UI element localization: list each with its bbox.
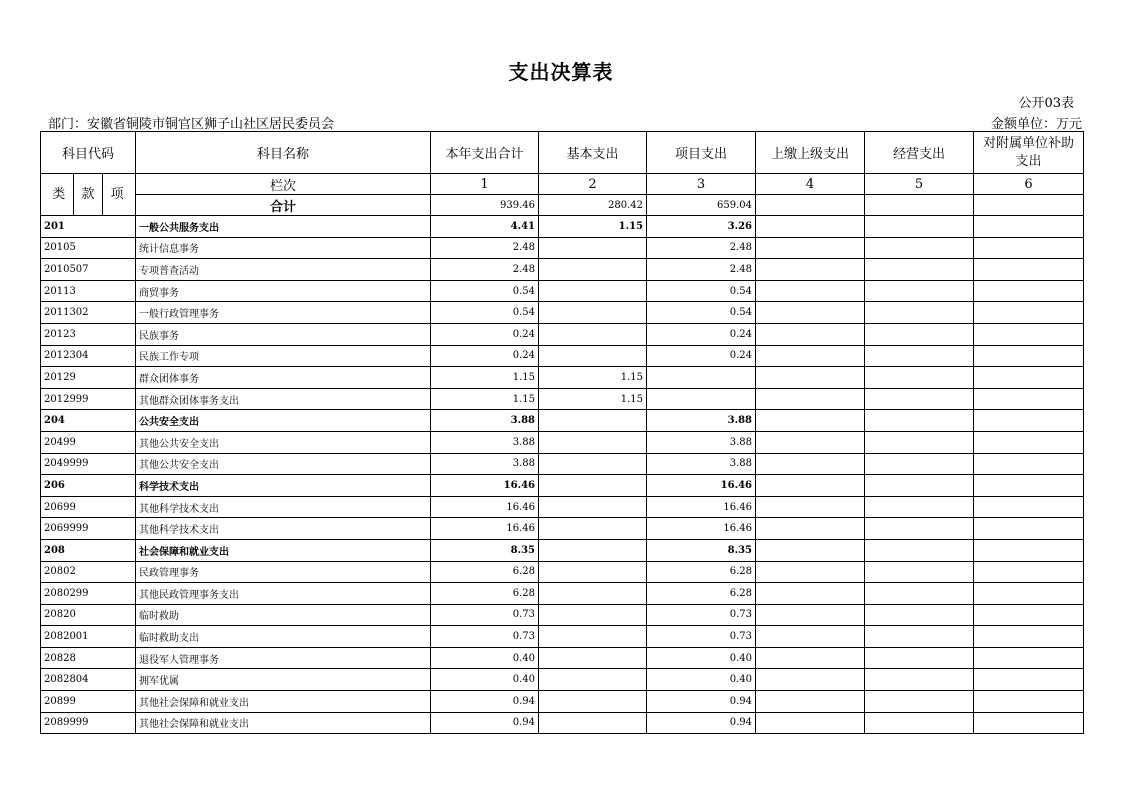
row-subsidy [974,604,1084,626]
table-row [41,259,1084,281]
row-total: 3.88 [431,453,539,475]
department-label: 部门：安徽省铜陵市铜官区狮子山社区居民委员会 [48,117,335,132]
table-row [41,647,1084,669]
row-subsidy [974,518,1084,540]
row-code: 20899 [41,691,136,713]
form-code: 公开03表 [1018,96,1074,111]
row-business [865,453,974,475]
row-subsidy [974,691,1084,713]
lei-kuan-xiang-cell [41,174,136,216]
total-subsidy [974,195,1084,216]
row-upper [756,280,865,302]
row-project: 6.28 [647,583,756,605]
row-project: 6.28 [647,561,756,583]
table-row [41,518,1084,540]
row-code: 20699 [41,496,136,518]
row-code: 2089999 [41,712,136,734]
row-total: 0.54 [431,302,539,324]
row-basic [539,410,647,432]
header-upper: 上缴上级支出 [756,132,865,174]
row-code: 2082001 [41,626,136,648]
row-total: 16.46 [431,496,539,518]
row-total: 0.40 [431,647,539,669]
header-basic: 基本支出 [539,132,647,174]
row-upper [756,410,865,432]
row-business [865,604,974,626]
row-project: 0.40 [647,669,756,691]
row-code: 206 [41,475,136,497]
row-business [865,388,974,410]
table-row [41,216,1084,238]
total-label: 合计 [136,195,431,216]
row-name: 拥军优属 [136,669,431,691]
row-basic: 1.15 [539,216,647,238]
col-number-5: 5 [865,174,974,195]
row-project: 0.94 [647,712,756,734]
expenditure-table [40,131,1084,734]
row-name: 民族工作专项 [136,345,431,367]
row-code: 2012304 [41,345,136,367]
row-basic [539,518,647,540]
row-business [865,561,974,583]
col-number-6: 6 [974,174,1084,195]
row-total: 0.24 [431,345,539,367]
table-row [41,388,1084,410]
row-name: 其他群众团体事务支出 [136,388,431,410]
row-name: 社会保障和就业支出 [136,539,431,561]
col-number-2: 2 [539,174,647,195]
col-number-4: 4 [756,174,865,195]
row-project: 0.73 [647,604,756,626]
row-name: 科学技术支出 [136,475,431,497]
row-business [865,323,974,345]
row-subsidy [974,323,1084,345]
row-project: 0.24 [647,345,756,367]
row-basic [539,539,647,561]
row-upper [756,388,865,410]
row-project: 0.40 [647,647,756,669]
table-row [41,712,1084,734]
row-basic [539,259,647,281]
row-name: 专项普查活动 [136,259,431,281]
row-subsidy [974,647,1084,669]
row-total: 0.73 [431,626,539,648]
table-row [41,475,1084,497]
row-upper [756,647,865,669]
row-project: 3.26 [647,216,756,238]
row-project: 3.88 [647,431,756,453]
row-name: 临时救助 [136,604,431,626]
row-upper [756,237,865,259]
row-basic [539,669,647,691]
row-total: 2.48 [431,237,539,259]
table-row [41,691,1084,713]
row-subsidy [974,712,1084,734]
row-name: 其他科学技术支出 [136,518,431,540]
sub-header-kuan: 款 [73,174,103,215]
row-total: 3.88 [431,431,539,453]
table-row [41,496,1084,518]
row-business [865,583,974,605]
row-business [865,539,974,561]
col-number-1: 1 [431,174,539,195]
row-business [865,410,974,432]
row-name: 其他社会保障和就业支出 [136,691,431,713]
row-code: 20105 [41,237,136,259]
row-basic [539,237,647,259]
row-total: 4.41 [431,216,539,238]
row-name: 民政管理事务 [136,561,431,583]
row-project: 2.48 [647,259,756,281]
row-code: 2049999 [41,453,136,475]
row-subsidy [974,539,1084,561]
row-upper [756,367,865,389]
row-basic [539,475,647,497]
row-basic [539,561,647,583]
row-project: 16.46 [647,475,756,497]
row-subsidy [974,431,1084,453]
row-project: 3.88 [647,453,756,475]
row-upper [756,669,865,691]
row-project: 16.46 [647,496,756,518]
row-code: 2080299 [41,583,136,605]
row-business [865,280,974,302]
row-basic: 1.15 [539,388,647,410]
table-row [41,323,1084,345]
row-project: 2.48 [647,237,756,259]
row-total: 0.94 [431,691,539,713]
row-subsidy [974,237,1084,259]
row-name: 其他公共安全支出 [136,453,431,475]
row-name: 临时救助支出 [136,626,431,648]
row-name: 群众团体事务 [136,367,431,389]
row-name: 统计信息事务 [136,237,431,259]
row-basic [539,691,647,713]
row-name: 一般公共服务支出 [136,216,431,238]
row-code: 20113 [41,280,136,302]
header-name: 科目名称 [136,132,431,174]
row-business [865,518,974,540]
row-basic [539,647,647,669]
page-title: 支出决算表 [508,60,614,84]
row-subsidy [974,496,1084,518]
total-upper [756,195,865,216]
row-code: 204 [41,410,136,432]
table-row [41,280,1084,302]
row-subsidy [974,669,1084,691]
header-row [41,132,1084,174]
row-business [865,237,974,259]
row-upper [756,712,865,734]
row-basic [539,453,647,475]
row-subsidy [974,410,1084,432]
row-name: 其他社会保障和就业支出 [136,712,431,734]
column-row-label: 栏次 [136,174,431,195]
table-row [41,345,1084,367]
row-project: 0.54 [647,302,756,324]
row-upper [756,345,865,367]
row-code: 208 [41,539,136,561]
total-business [865,195,974,216]
row-business [865,367,974,389]
row-code: 20123 [41,323,136,345]
table-row [41,237,1084,259]
row-business [865,496,974,518]
row-business [865,669,974,691]
row-project: 0.94 [647,691,756,713]
row-project: 3.88 [647,410,756,432]
table-row [41,410,1084,432]
row-subsidy [974,280,1084,302]
row-upper [756,453,865,475]
total-sum: 939.46 [431,195,539,216]
header-total: 本年支出合计 [431,132,539,174]
row-subsidy [974,302,1084,324]
row-basic [539,626,647,648]
row-business [865,647,974,669]
row-total: 0.24 [431,323,539,345]
row-code: 20499 [41,431,136,453]
row-upper [756,431,865,453]
row-total: 0.94 [431,712,539,734]
row-basic [539,345,647,367]
row-code: 2012999 [41,388,136,410]
row-code: 20802 [41,561,136,583]
row-upper [756,323,865,345]
row-total: 0.73 [431,604,539,626]
row-subsidy [974,388,1084,410]
header-project: 项目支出 [647,132,756,174]
row-basic [539,583,647,605]
row-total: 0.40 [431,669,539,691]
row-project [647,367,756,389]
row-name: 商贸事务 [136,280,431,302]
row-basic [539,323,647,345]
table-row [41,561,1084,583]
row-basic [539,302,647,324]
row-total: 2.48 [431,259,539,281]
row-subsidy [974,583,1084,605]
row-subsidy [974,626,1084,648]
row-upper [756,216,865,238]
row-code: 2069999 [41,518,136,540]
row-upper [756,496,865,518]
row-project [647,388,756,410]
row-upper [756,561,865,583]
table-row [41,539,1084,561]
row-total: 16.46 [431,475,539,497]
row-subsidy [974,367,1084,389]
row-business [865,302,974,324]
row-subsidy [974,475,1084,497]
header-code: 科目代码 [41,132,136,174]
row-business [865,259,974,281]
table-row [41,583,1084,605]
total-project: 659.04 [647,195,756,216]
row-upper [756,259,865,281]
row-business [865,626,974,648]
header-subsidy: 对附属单位补助支出 [974,132,1084,174]
row-business [865,691,974,713]
row-name: 退役军人管理事务 [136,647,431,669]
table-row [41,431,1084,453]
row-project: 0.54 [647,280,756,302]
row-total: 1.15 [431,388,539,410]
row-business [865,475,974,497]
row-subsidy [974,453,1084,475]
table-row [41,626,1084,648]
column-number-row [41,174,1084,195]
row-upper [756,475,865,497]
row-subsidy [974,259,1084,281]
row-basic [539,496,647,518]
row-upper [756,626,865,648]
row-basic [539,280,647,302]
row-project: 8.35 [647,539,756,561]
row-total: 6.28 [431,561,539,583]
row-upper [756,691,865,713]
row-subsidy [974,216,1084,238]
row-basic [539,431,647,453]
row-project: 0.24 [647,323,756,345]
row-basic [539,712,647,734]
table-row [41,367,1084,389]
row-upper [756,539,865,561]
row-name: 其他公共安全支出 [136,431,431,453]
row-code: 2011302 [41,302,136,324]
row-name: 公共安全支出 [136,410,431,432]
row-name: 其他科学技术支出 [136,496,431,518]
row-code: 20828 [41,647,136,669]
row-subsidy [974,561,1084,583]
row-total: 8.35 [431,539,539,561]
row-total: 6.28 [431,583,539,605]
table-row [41,302,1084,324]
row-business [865,345,974,367]
row-name: 一般行政管理事务 [136,302,431,324]
table-row [41,453,1084,475]
table-row [41,604,1084,626]
row-code: 2082804 [41,669,136,691]
table-row [41,669,1084,691]
row-name: 民族事务 [136,323,431,345]
col-number-3: 3 [647,174,756,195]
row-business [865,216,974,238]
row-basic: 1.15 [539,367,647,389]
header-business: 经营支出 [865,132,974,174]
total-basic: 280.42 [539,195,647,216]
row-project: 0.73 [647,626,756,648]
row-total: 1.15 [431,367,539,389]
row-code: 20129 [41,367,136,389]
total-row [41,195,1084,216]
sub-header-xiang: 项 [110,187,124,202]
row-business [865,712,974,734]
row-total: 16.46 [431,518,539,540]
row-code: 201 [41,216,136,238]
row-upper [756,518,865,540]
row-business [865,431,974,453]
row-basic [539,604,647,626]
row-upper [756,583,865,605]
sub-header-lei: 类 [52,187,66,202]
row-code: 2010507 [41,259,136,281]
row-code: 20820 [41,604,136,626]
row-total: 0.54 [431,280,539,302]
row-upper [756,604,865,626]
row-name: 其他民政管理事务支出 [136,583,431,605]
row-project: 16.46 [647,518,756,540]
row-total: 3.88 [431,410,539,432]
row-subsidy [974,345,1084,367]
unit-label: 金额单位：万元 [990,117,1082,132]
row-upper [756,302,865,324]
